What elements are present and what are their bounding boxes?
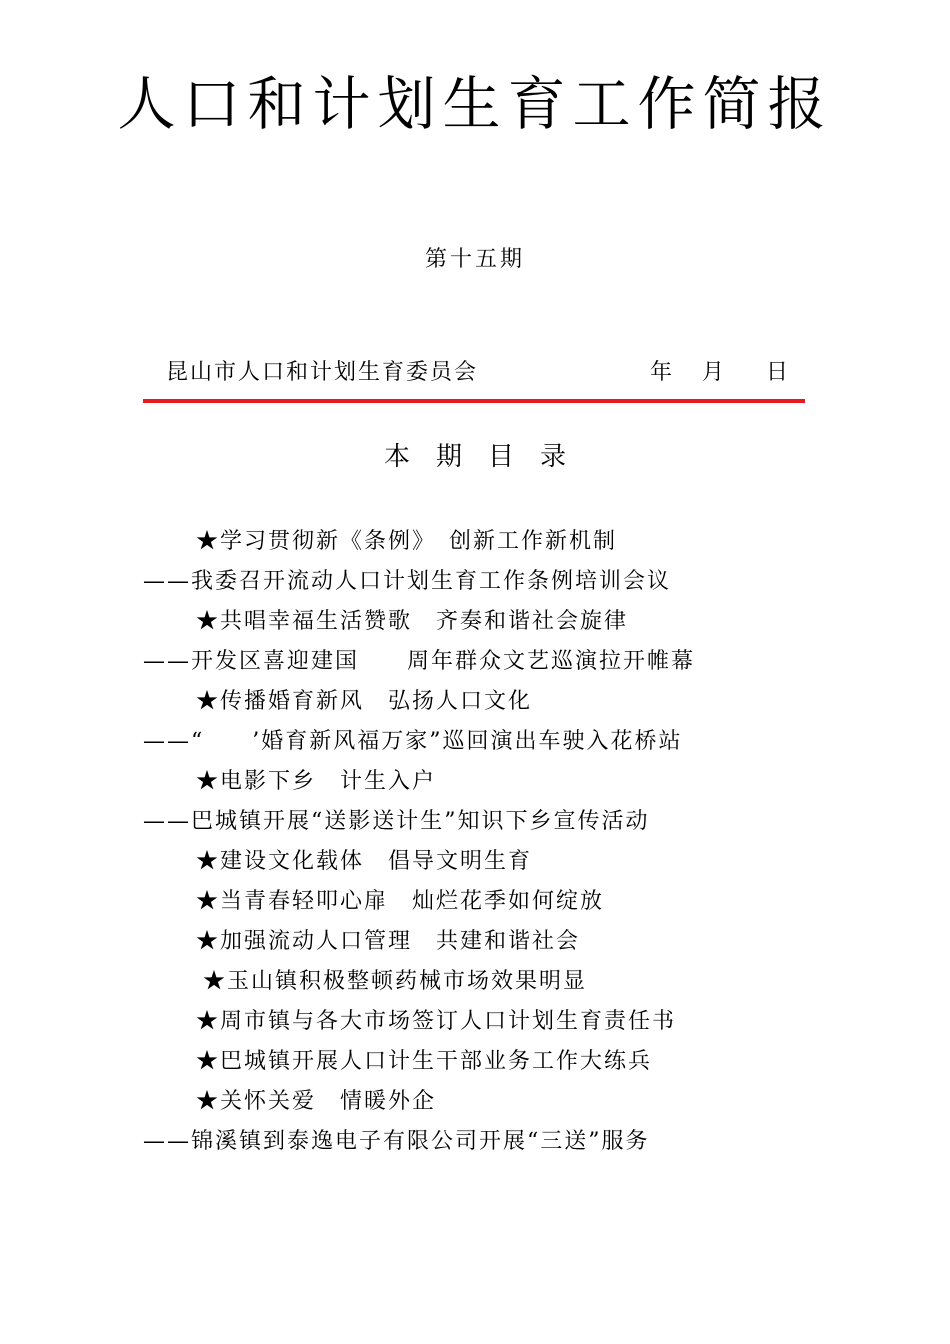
issue-number: 第十五期 [424, 247, 525, 272]
toc-entry-subtitle: ——开发区喜迎建国 周年群众文艺巡演拉开帷幕 [143, 649, 696, 674]
toc-entry: ★巴城镇开展人口计生干部业务工作大练兵 [196, 1049, 653, 1074]
toc-entry: ★学习贯彻新《条例》 创新工作新机制 [196, 529, 618, 554]
toc-heading-char: 录 [540, 442, 567, 472]
bulletin-title: 人口和计划生育工作简报 [117, 70, 833, 138]
issue-date [650, 358, 788, 388]
toc-entry: ★加强流动人口管理 共建和谐社会 [196, 929, 581, 954]
toc-entry-subtitle: ——锦溪镇到泰逸电子有限公司开展“三送”服务 [143, 1129, 650, 1154]
red-header-rule [143, 399, 805, 403]
toc-entry: ★传播婚育新风 弘扬人口文化 [196, 689, 533, 714]
toc-entry: ★电影下乡 计生入户 [196, 769, 437, 794]
toc-entry: ★当青春轻叩心扉 灿烂花季如何绽放 [196, 889, 605, 914]
toc-heading-char: 期 [435, 442, 462, 472]
toc-entry: ★玉山镇积极整顿药械市场效果明显 [203, 969, 588, 994]
toc-entry: ★建设文化载体 倡导文明生育 [196, 849, 533, 874]
date-year-label: 年 [650, 360, 673, 385]
toc-entry: ★关怀关爱 情暖外企 [196, 1089, 437, 1114]
toc-heading-char: 目 [488, 442, 515, 472]
toc-entry: ★共唱幸福生活赞歌 齐奏和谐社会旋律 [196, 609, 629, 634]
toc-entry-subtitle: ——“ ’婚育新风福万家”巡回演出车驶入花桥站 [143, 729, 683, 754]
date-day-label: 日 [766, 360, 789, 385]
toc-heading [0, 440, 950, 474]
issuing-organization: 昆山市人口和计划生育委员会 [166, 360, 479, 385]
toc-entry-subtitle: ——我委召开流动人口计划生育工作条例培训会议 [143, 569, 672, 594]
toc-entry: ★周市镇与各大市场签订人口计划生育责任书 [196, 1009, 677, 1034]
date-month-label: 月 [702, 360, 725, 385]
toc-entry-subtitle: ——巴城镇开展“送影送计生”知识下乡宣传活动 [143, 809, 650, 834]
toc-heading-char: 本 [383, 442, 410, 472]
